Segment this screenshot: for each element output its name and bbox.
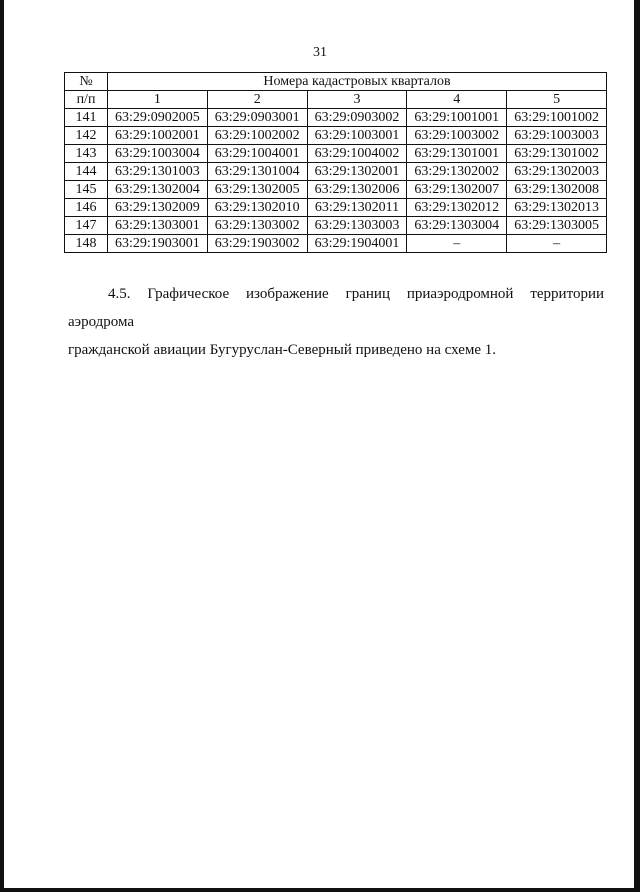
column-number-3: 3	[307, 91, 407, 109]
table-cell: 63:29:1302011	[307, 199, 407, 217]
row-number: 145	[65, 181, 108, 199]
table-cell: 63:29:1303001	[108, 217, 208, 235]
table-cell: 63:29:1303004	[407, 217, 507, 235]
table-cell: 63:29:1002002	[207, 127, 307, 145]
table-row	[65, 163, 607, 181]
table-cell: 63:29:1301004	[207, 163, 307, 181]
row-number: 144	[65, 163, 108, 181]
table-cell: 63:29:1303005	[507, 217, 607, 235]
row-number: 147	[65, 217, 108, 235]
table-header-row	[65, 73, 607, 91]
table-row	[65, 145, 607, 163]
table-row	[65, 127, 607, 145]
header-number-line1: №	[65, 73, 108, 91]
paragraph-line-1: 4.5. Графическое изображение границ приаэродромной территории аэродрома	[68, 286, 604, 330]
table-cell: 63:29:1302009	[108, 199, 208, 217]
table-cell: –	[407, 235, 507, 253]
table-row	[65, 235, 607, 253]
table-cell: 63:29:1001002	[507, 109, 607, 127]
column-number-2: 2	[207, 91, 307, 109]
table-cell: 63:29:1303003	[307, 217, 407, 235]
table-cell: 63:29:1301003	[108, 163, 208, 181]
table-cell: 63:29:0903001	[207, 109, 307, 127]
scan-border-right	[634, 0, 640, 892]
table-row	[65, 199, 607, 217]
table-subheader-row	[65, 91, 607, 109]
row-number: 148	[65, 235, 108, 253]
table-cell: 63:29:1003004	[108, 145, 208, 163]
table-row	[65, 109, 607, 127]
row-number: 142	[65, 127, 108, 145]
page-number: 31	[313, 45, 327, 60]
scan-border-bottom	[0, 888, 640, 892]
table-cell: 63:29:1302012	[407, 199, 507, 217]
row-number: 143	[65, 145, 108, 163]
table-row	[65, 181, 607, 199]
table-cell: 63:29:1302003	[507, 163, 607, 181]
table-cell: 63:29:1302010	[207, 199, 307, 217]
column-number-5: 5	[507, 91, 607, 109]
table-row	[65, 217, 607, 235]
table-header	[65, 73, 607, 109]
table-cell: 63:29:1302006	[307, 181, 407, 199]
table-cell: 63:29:1004001	[207, 145, 307, 163]
table-cell: 63:29:1302001	[307, 163, 407, 181]
table-cell: 63:29:1303002	[207, 217, 307, 235]
table-cell: 63:29:1004002	[307, 145, 407, 163]
table-cell: 63:29:1002001	[108, 127, 208, 145]
table-body	[65, 109, 607, 253]
table-cell: 63:29:1302008	[507, 181, 607, 199]
header-cadastral-group: Номера кадастровых кварталов	[108, 73, 607, 91]
table-cell: 63:29:1302005	[207, 181, 307, 199]
table-cell: 63:29:1003003	[507, 127, 607, 145]
header-number-line2: п/п	[65, 91, 108, 109]
table-cell: 63:29:1903001	[108, 235, 208, 253]
table-cell: 63:29:0903002	[307, 109, 407, 127]
paragraph-line-2: гражданской авиации Бугуруслан-Северный приведено на схеме 1.	[68, 342, 497, 358]
table-cell: 63:29:1301002	[507, 145, 607, 163]
table-cell: 63:29:1302002	[407, 163, 507, 181]
table-cell: 63:29:1302004	[108, 181, 208, 199]
table-cell: 63:29:1003002	[407, 127, 507, 145]
table-cell: 63:29:0902005	[108, 109, 208, 127]
table-cell: 63:29:1302013	[507, 199, 607, 217]
table-cell: 63:29:1001001	[407, 109, 507, 127]
section-4-5-paragraph	[68, 280, 604, 364]
table-cell: 63:29:1301001	[407, 145, 507, 163]
table-cell: 63:29:1904001	[307, 235, 407, 253]
table-cell: –	[507, 235, 607, 253]
row-number: 141	[65, 109, 108, 127]
column-number-4: 4	[407, 91, 507, 109]
row-number: 146	[65, 199, 108, 217]
column-number-1: 1	[108, 91, 208, 109]
scan-border-left	[0, 0, 4, 892]
cadastral-quarters-table	[64, 72, 607, 253]
table-cell: 63:29:1903002	[207, 235, 307, 253]
table-cell: 63:29:1003001	[307, 127, 407, 145]
table-cell: 63:29:1302007	[407, 181, 507, 199]
